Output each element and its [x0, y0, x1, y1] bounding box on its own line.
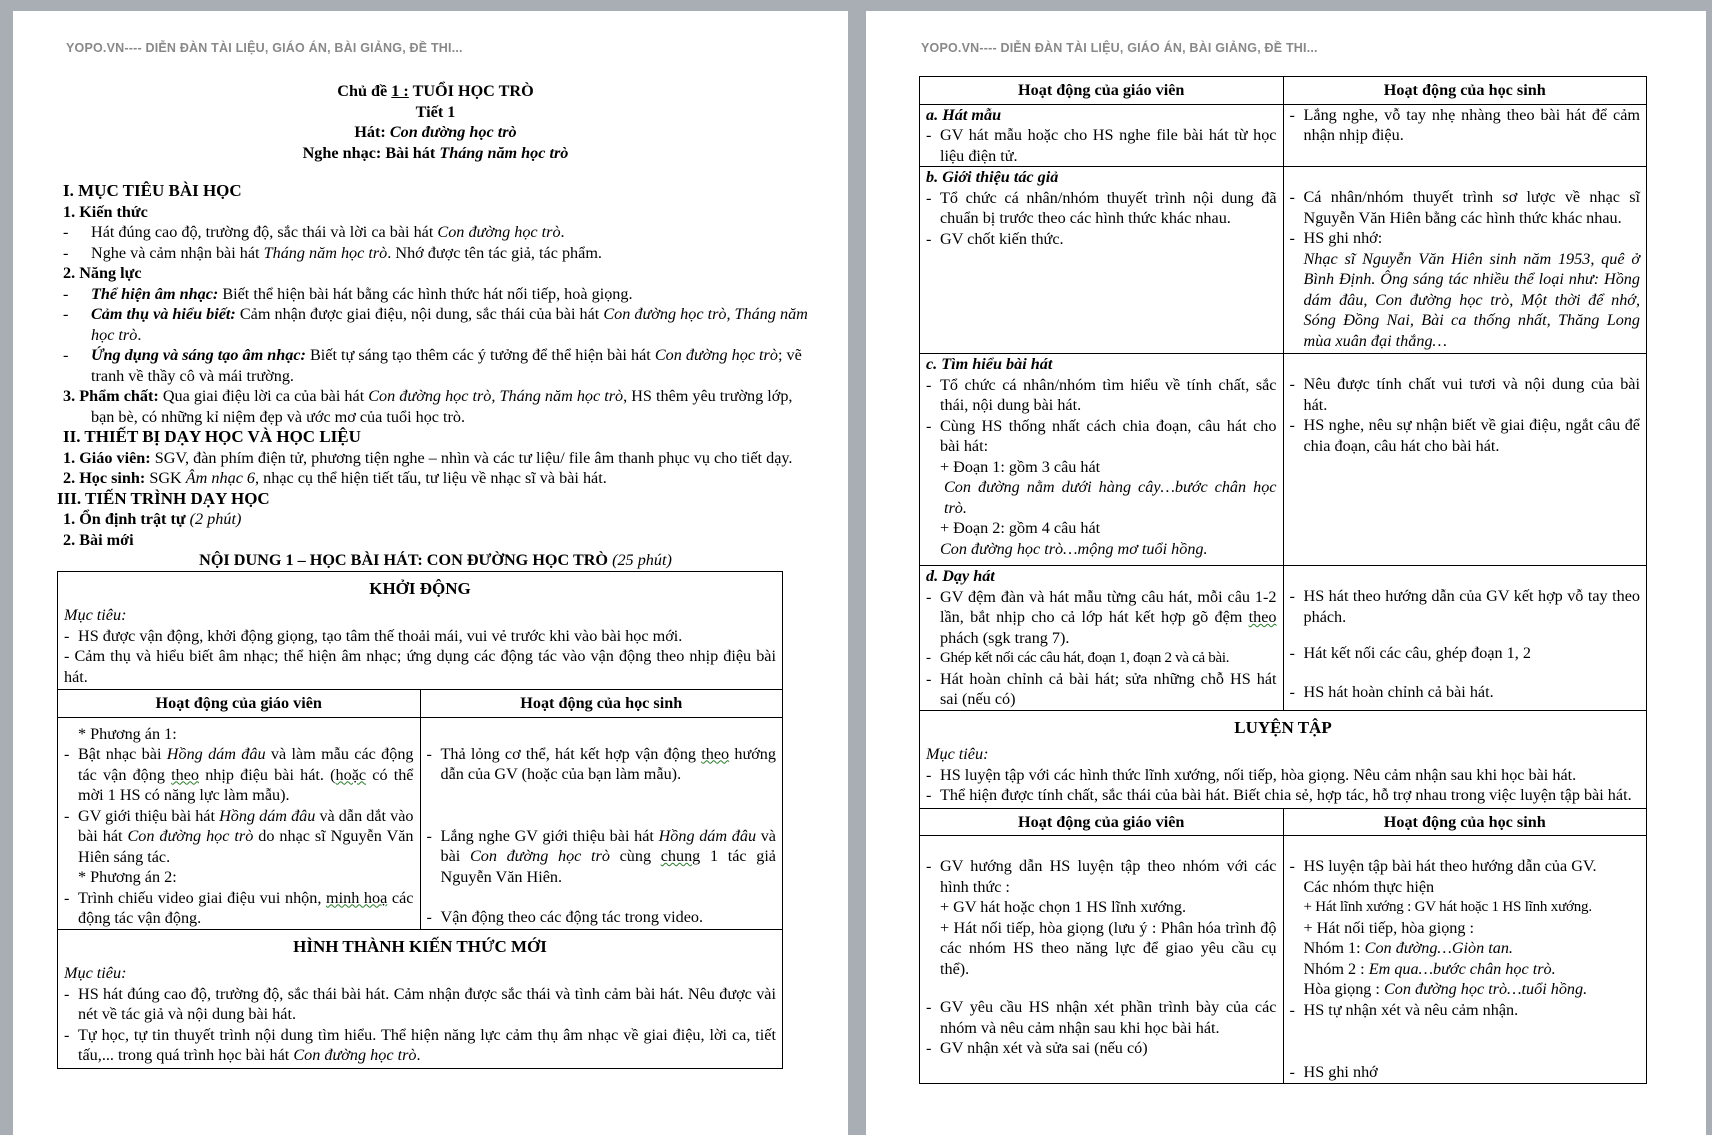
knowledge-item-1: - Hát đúng cao độ, trường độ, sắc thái và lời ca bài hát Con đường học trò.: [63, 223, 565, 241]
new-knowledge-objective-2: - Tự học, tự tin thuyết trình nội dung tìm hiểu. Thể hiện năng lực cảm thụ âm nhạc về giai điệu, lời ca, tiết tấu,... trong quá trình học bài hát Con đường học trò.: [64, 1025, 776, 1064]
practice-teacher-item-2: - GV yêu cầu HS nhận xét phần trình bày của các nhóm và nêu cảm nhận sau khi học bài hát.: [926, 998, 1277, 1037]
competency-heading: 2. Năng lực: [63, 264, 142, 282]
section-II-heading: II. THIẾT BỊ DẠY HỌC VÀ HỌC LIỆU: [63, 427, 361, 446]
step-a-heading: a. Hát mẫu: [926, 105, 1002, 124]
practice-teacher-item-1: - GV hướng dẫn HS luyện tập theo nhóm với các hình thức :: [926, 857, 1277, 896]
step-a-teacher: [920, 104, 1284, 167]
section-I-heading: I. MỤC TIÊU BÀI HỌC: [63, 181, 242, 200]
step-a-teacher-item: - GV hát mẫu hoặc cho HS nghe file bài hát từ học liệu điện tử.: [926, 126, 1277, 165]
step-c-teacher: [920, 354, 1284, 566]
step-c-student-item-1: - Nêu được tính chất vui tươi và nội dung của bài hát.: [1289, 375, 1640, 414]
competency-item-3: - Ứng dụng và sáng tạo âm nhạc: Biết tự sáng tạo thêm các ý tưởng để thể hiện bài hát Con đường học trò; vẽ tranh về thầy cô và mái trường.: [63, 346, 802, 385]
stabilize-item: 1. Ổn định trật tự (2 phút): [63, 510, 242, 528]
step-b-student-item-1: - Cá nhân/nhóm thuyết trình sơ lược về nhạc sĩ Nguyễn Văn Hiên bằng các hình thức khác nhau.: [1289, 188, 1640, 227]
option-1-label: * Phương án 1:: [78, 724, 177, 743]
step-d-student-item-2: - Hát kết nối các câu, ghép đoạn 1, 2: [1289, 644, 1531, 662]
practice-student-item-2: - HS tự nhận xét và nêu cảm nhận.: [1289, 1000, 1519, 1019]
step-d-teacher: [920, 566, 1284, 711]
student-materials: 2. Học sinh: SGK Âm nhạc 6, nhạc cụ thể hiện tiết tấu, tư liệu về nhạc sĩ và bài hát.: [63, 469, 607, 487]
knowledge-item-2: - Nghe và cảm nhận bài hát Tháng năm học trò. Nhớ được tên tác giả, tác phẩm.: [63, 243, 602, 262]
warmup-box: [57, 571, 783, 690]
group-1-line: Nhóm 1: Con đường…Giòn tan.: [1303, 939, 1513, 957]
song-line: Hát: Con đường học trò: [354, 123, 517, 141]
document-page-left: [13, 11, 848, 1135]
section-2-lyrics: Con đường học trò…mộng mơ tuổi hồng.: [940, 539, 1208, 558]
quality-item: 3. Phẩm chất: Qua giai điệu lời ca của bài hát Con đường học trò, Tháng năm học trò, HS thêm yêu trường lớp, bạn bè, có những kỉ niệm đẹp và ước mơ của tuổi học trò.: [63, 387, 793, 426]
practice-student-sub-1: Các nhóm thực hiện: [1303, 877, 1435, 896]
step-b-teacher-item-2: - GV chốt kiến thức.: [926, 229, 1064, 248]
step-b-heading: b. Giới thiệu tác giả: [926, 168, 1059, 186]
knowledge-heading: 1. Kiến thức: [63, 202, 148, 221]
practice-table: [919, 808, 1647, 1084]
step-c-heading: c. Tìm hiểu bài hát: [926, 355, 1053, 373]
competency-item-2: - Cảm thụ và hiểu biết: Cảm nhận được giai điệu, nội dung, sắc thái của bài hát Con đường học trò, Tháng năm học trò.: [63, 305, 808, 344]
practice-student-item-3: - HS ghi nhớ: [1289, 1063, 1378, 1081]
practice-teacher-sub-1: + GV hát hoặc chọn 1 HS lĩnh xướng.: [940, 898, 1187, 916]
step-c-teacher-item-1: - Tổ chức cá nhân/nhóm tìm hiểu về tính chất, sắc thái, nội dung bài hát.: [926, 375, 1277, 414]
teacher-column-header: Hoạt động của giáo viên: [920, 808, 1284, 836]
step-d-student: [1283, 566, 1647, 711]
section-1-lyrics: Con đường nằm dưới hàng cây…bước chân học trò.: [944, 478, 1277, 517]
topic-title: Chủ đề 1 : TUỔI HỌC TRÒ: [337, 82, 534, 100]
teacher-activity-1: - Bật nhạc bài Hồng dám đâu và làm mẫu các động tác vận động theo nhịp điệu bài hát. (hoặc có thể mời 1 HS có năng lực làm mẫu).: [64, 745, 414, 804]
step-d-student-item-3: - HS hát hoàn chỉnh cả bài hát.: [1289, 682, 1494, 701]
practice-teacher-sub-2: + Hát nối tiếp, hòa giọng (lưu ý : Phân hóa trình độ các nhóm HS theo năng lực để giao yêu cầu cụ thể).: [940, 918, 1277, 978]
practice-title: LUYỆN TẬP: [1234, 717, 1332, 737]
new-knowledge-title: HÌNH THÀNH KIẾN THỨC MỚI: [293, 936, 547, 956]
step-a-student-item: - Lắng nghe, vỗ tay nhẹ nhàng theo bài hát để cảm nhận nhịp điệu.: [1289, 105, 1640, 144]
practice-student-cell: [1283, 836, 1647, 1084]
student-column-header: Hoạt động của học sinh: [420, 690, 783, 718]
step-b-student: [1283, 167, 1647, 354]
document-page-right: [866, 11, 1706, 1135]
warmup-objective-1: - HS được vận động, khởi động giọng, tạo tâm thế thoải mái, vui vẻ trước khi vào bài học mới.: [64, 626, 683, 645]
student-activity-1: - Thả lỏng cơ thể, hát kết hợp vận động theo hướng dẫn của GV (hoặc của bạn làm mẫu).: [426, 744, 776, 783]
listening-line: Nghe nhạc: Bài hát Tháng năm học trò: [302, 143, 569, 162]
step-d-teacher-item-3: - Hát hoàn chỉnh cả bài hát; sửa những chỗ HS hát sai (nếu có): [926, 669, 1277, 708]
practice-student-item-1: - HS luyện tập bài hát theo hướng dẫn của GV.: [1289, 857, 1597, 875]
student-activity-2: - Lắng nghe GV giới thiệu bài hát Hồng dám đâu và bài Con đường học trò cùng chung 1 tác giả Nguyễn Văn Hiên.: [426, 826, 776, 886]
section-2-label: + Đoạn 2: gồm 4 câu hát: [940, 519, 1101, 537]
chorus-line: Hòa giọng : Con đường học trò…tuổi hồng.: [1303, 980, 1588, 998]
practice-objective-2: - Thể hiện được tính chất, sắc thái của bài hát. Biết chia sẻ, hợp tác, hỗ trợ nhau trong việc luyện tập bài hát.: [926, 786, 1632, 804]
option-2-label: * Phương án 2:: [78, 868, 177, 886]
section-1-label: + Đoạn 1: gồm 3 câu hát: [940, 457, 1101, 476]
teacher-activities-cell: [58, 717, 421, 929]
student-activities-cell: [420, 717, 783, 929]
page-content: [919, 76, 1647, 1084]
teacher-activity-3: - Trình chiếu video giai điệu vui nhộn, minh hoạ các động tác vận động.: [64, 888, 414, 927]
page-header: YOPO.VN---- DIỄN ĐÀN TÀI LIỆU, GIÁO ÁN, BÀI GIẢNG, ĐỀ THI...: [66, 41, 463, 55]
teacher-column-header: Hoạt động của giáo viên: [920, 77, 1284, 105]
new-knowledge-objective-1: - HS hát đúng cao độ, trường độ, sắc thái bài hát. Cảm nhận được sắc thái và tình cảm bài hát. Nêu được vài nét về tác giả và nội dung bài hát.: [64, 984, 776, 1023]
step-b-student-item-2: - HS ghi nhớ:: [1289, 229, 1383, 247]
section-III-heading: III. TIẾN TRÌNH DẠY HỌC: [57, 488, 270, 508]
page-header: YOPO.VN---- DIỄN ĐÀN TÀI LIỆU, GIÁO ÁN, BÀI GIẢNG, ĐỀ THI...: [921, 41, 1318, 55]
teacher-materials: 1. Giáo viên: SGV, đàn phím điện tử, phương tiện nghe – nhìn và các tư liệu/ file âm thanh phục vụ cho tiết dạy.: [63, 448, 793, 467]
activity-table: [919, 76, 1647, 711]
practice-box: [919, 711, 1647, 808]
step-c-teacher-item-2: - Cùng HS thống nhất cách chia đoạn, câu hát cho bài hát:: [926, 416, 1277, 455]
objective-label: Mục tiêu:: [64, 606, 127, 624]
new-lesson-item: 2. Bài mới: [63, 530, 134, 549]
content-1-heading: NỘI DUNG 1 – HỌC BÀI HÁT: CON ĐƯỜNG HỌC TRÒ (25 phút): [199, 551, 672, 569]
page-content: [57, 81, 808, 1069]
competency-item-1: - Thể hiện âm nhạc: Biết thể hiện bài hát bằng các hình thức hát nối tiếp, hoà giọng.: [63, 284, 633, 303]
teacher-activity-2: - GV giới thiệu bài hát Hồng dám đâu và dẫn dắt vào bài hát Con đường học trò do nhạc sĩ Nguyễn Văn Hiên sáng tác.: [64, 806, 414, 866]
objective-label: Mục tiêu:: [64, 964, 127, 982]
step-b-teacher-item-1: - Tổ chức cá nhân/nhóm thuyết trình nội dung đã chuẩn bị trước theo các hình thức khác nhau.: [926, 188, 1277, 227]
step-d-teacher-item-2: - Ghép kết nối các câu hát, đoạn 1, đoạn 2 và cả bài.: [926, 650, 1230, 666]
step-a-student: [1283, 104, 1647, 167]
composer-note: Nhạc sĩ Nguyễn Văn Hiên sinh năm 1953, quê ở Bình Định. Ông sáng tác nhiều thể loại như: Hồng dám đâu, Con đường học trò, Một thời để nhớ, Sóng Đồng Nai, Bài ca thống nhất, Thăng Long mùa xuân đại thắng…: [1303, 249, 1640, 350]
objective-label: Mục tiêu:: [926, 745, 989, 763]
practice-student-sub-3: + Hát nối tiếp, hòa giọng :: [1303, 918, 1475, 937]
lesson-number: Tiết 1: [415, 102, 456, 121]
step-d-heading: d. Dạy hát: [926, 567, 995, 585]
step-d-student-item-1: - HS hát theo hướng dẫn của GV kết hợp vỗ tay theo phách.: [1289, 587, 1640, 626]
student-activity-3: - Vận động theo các động tác trong video.: [426, 908, 704, 926]
step-b-teacher: [920, 167, 1284, 354]
practice-teacher-cell: [920, 836, 1284, 1084]
teacher-column-header: Hoạt động của giáo viên: [58, 690, 421, 718]
step-c-student: [1283, 354, 1647, 566]
practice-student-sub-2: + Hát lĩnh xướng : GV hát hoặc 1 HS lĩnh xướng.: [1303, 899, 1592, 915]
step-c-student-item-2: - HS nghe, nêu sự nhận biết về giai điệu, ngắt câu để chia đoạn, câu hát cho bài hát.: [1289, 416, 1640, 455]
group-2-line: Nhóm 2 : Em qua…bước chân học trò.: [1303, 959, 1556, 978]
practice-teacher-item-3: - GV nhận xét và sửa sai (nếu có): [926, 1039, 1148, 1057]
new-knowledge-box: [57, 930, 783, 1069]
student-column-header: Hoạt động của học sinh: [1283, 77, 1647, 105]
step-d-teacher-item-1: - GV đệm đàn và hát mẫu từng câu hát, mỗi câu 1-2 lần, bắt nhịp cho cả lớp hát kết hợp gõ đệm theo phách (sgk trang 7).: [926, 587, 1277, 647]
warmup-title: KHỞI ĐỘNG: [369, 578, 471, 598]
practice-objective-1: - HS luyện tập với các hình thức lĩnh xướng, nối tiếp, hòa giọng. Nêu cảm nhận sau khi học bài hát.: [926, 765, 1577, 784]
warmup-objective-2: - Cảm thụ và hiểu biết âm nhạc; thể hiện âm nhạc; ứng dụng các động tác vào vận động theo nhịp điệu bài hát.: [64, 647, 776, 686]
warmup-activity-table: [57, 689, 783, 930]
student-column-header: Hoạt động của học sinh: [1283, 808, 1647, 836]
